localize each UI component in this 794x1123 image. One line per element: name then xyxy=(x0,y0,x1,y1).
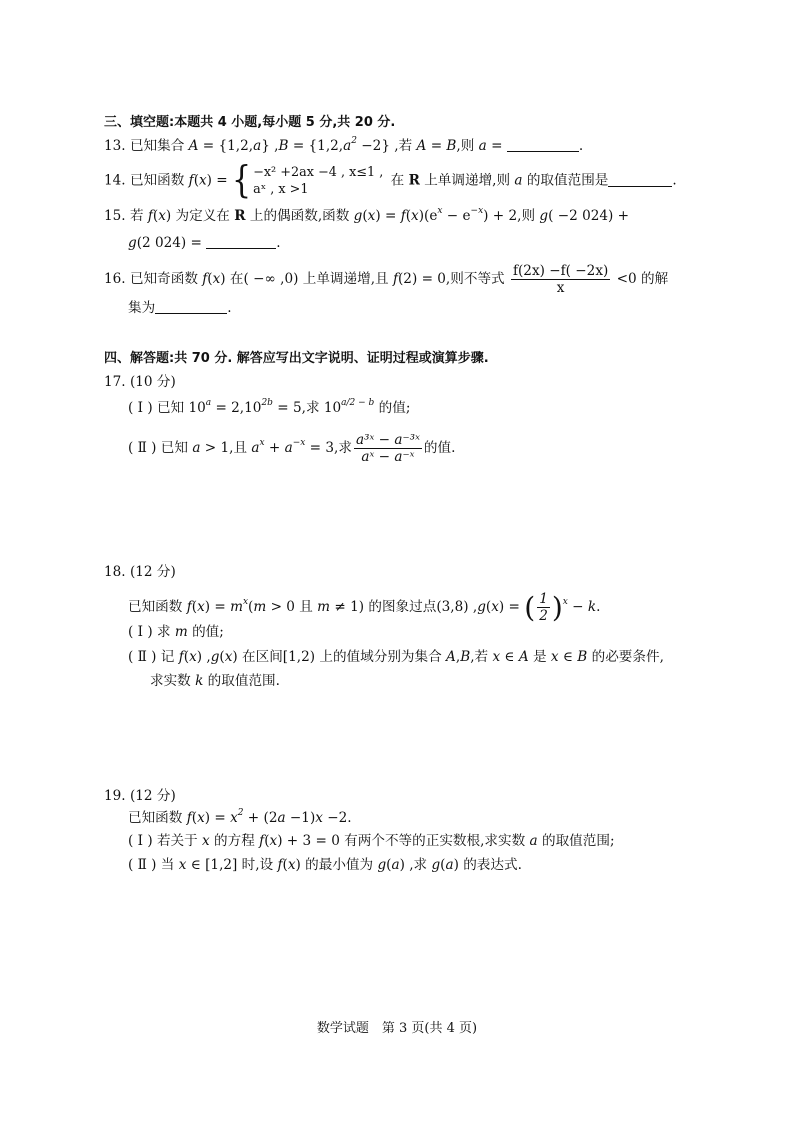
math-variable: a xyxy=(343,138,352,154)
text-run: ,若 xyxy=(470,649,493,665)
text-run: ) = xyxy=(498,599,525,615)
math-variable: A xyxy=(518,649,529,665)
answer-blank[interactable] xyxy=(155,301,227,314)
math-variable: f xyxy=(186,599,192,615)
text-run: ∈ xyxy=(500,649,519,665)
math-set-symbol: R xyxy=(408,172,420,189)
math-variable: a xyxy=(284,440,293,456)
math-variable: a xyxy=(391,857,400,873)
math-variable: g xyxy=(353,208,363,224)
text-run: . xyxy=(672,172,677,189)
math-variable: m xyxy=(317,599,331,615)
math-variable: x xyxy=(315,810,323,826)
text-run: ( Ⅱ ) 记 xyxy=(128,649,179,665)
superscript: x xyxy=(562,597,568,607)
text-run: = xyxy=(486,138,507,154)
math-variable: x xyxy=(189,649,197,665)
text-run: ) = xyxy=(206,172,233,189)
math-variable: x xyxy=(158,208,166,224)
text-run: <0 的解 xyxy=(612,271,669,287)
text-run: 14. 已知函数 xyxy=(104,172,189,189)
math-variable: m xyxy=(253,599,267,615)
question-19-stem xyxy=(128,809,352,827)
math-variable: A xyxy=(188,138,199,154)
text-run: ( xyxy=(219,649,225,665)
solve-section-heading: 四、解答题:共 70 分. 解答应写出文字说明、证明过程或演算步骤. xyxy=(104,351,489,366)
question-16-cont xyxy=(128,299,232,317)
text-run: 13. 已知集合 xyxy=(104,138,189,154)
text-run: ) 为定义在 xyxy=(165,208,235,224)
question-13 xyxy=(104,137,583,155)
math-variable: f xyxy=(178,649,184,665)
math-variable: x xyxy=(197,810,205,826)
question-16 xyxy=(104,263,668,296)
text-run: ) 在区间[1,2) 上的值域分别为集合 xyxy=(232,649,447,665)
answer-blank[interactable] xyxy=(206,236,276,249)
math-variable: a xyxy=(514,172,523,189)
math-variable: B xyxy=(460,649,471,665)
text-run: 的取值范围. xyxy=(203,673,280,689)
piecewise-brace: { xyxy=(232,158,252,203)
text-run: − xyxy=(567,599,588,615)
math-variable: x xyxy=(287,857,296,873)
text-run: = xyxy=(426,138,447,154)
math-variable: A xyxy=(416,138,427,154)
math-variable: f xyxy=(259,833,265,849)
text-run: = {1,2, xyxy=(198,138,254,154)
text-run: 的值; xyxy=(187,624,224,640)
math-variable: k xyxy=(587,599,597,615)
answer-blank[interactable] xyxy=(507,139,579,152)
math-variable: B xyxy=(577,649,588,665)
piecewise-cases xyxy=(253,164,383,198)
text-run: ∈ [1,2] 时,设 xyxy=(186,857,278,873)
text-run: ) , xyxy=(196,649,211,665)
text-run: = 3,求 xyxy=(305,440,352,456)
question-19-part2 xyxy=(128,856,522,874)
text-run: 15. 若 xyxy=(104,208,148,224)
superscript: 2 xyxy=(351,136,357,146)
superscript: 2b xyxy=(261,398,273,408)
text-run: 的必要条件, xyxy=(587,649,664,665)
text-run: 是 xyxy=(528,649,551,665)
math-variable: x xyxy=(550,649,559,665)
text-run: 16. 已知奇函数 xyxy=(104,271,203,287)
math-variable: g xyxy=(477,599,486,615)
superscript: a/2 − b xyxy=(341,398,375,408)
page-footer: 数学试题 第 3 页(共 4 页) xyxy=(316,1021,478,1036)
question-18 xyxy=(104,563,176,581)
text-run: . xyxy=(276,235,281,251)
math-variable: f xyxy=(188,172,194,189)
text-run: + (2 xyxy=(243,810,278,826)
math-variable: x xyxy=(224,649,233,665)
text-run: ) = xyxy=(375,208,401,224)
fraction-denominator: 2 xyxy=(539,608,548,624)
text-run: = 5,求 10 xyxy=(272,400,342,416)
math-variable: x xyxy=(491,599,499,615)
math-variable: m xyxy=(174,624,188,640)
math-variable: A xyxy=(446,649,456,665)
math-variable: f xyxy=(147,208,153,224)
fraction-numerator: 1 xyxy=(539,591,548,607)
math-variable: f xyxy=(186,810,192,826)
text-run: } , xyxy=(261,138,279,154)
superscript: x xyxy=(242,597,249,607)
question-18-stem xyxy=(128,591,600,624)
text-run: (2 024) = xyxy=(136,235,207,251)
text-run: 已知函数 xyxy=(128,599,187,615)
math-variable: x xyxy=(367,208,376,224)
text-run: ,则 xyxy=(456,138,479,154)
text-run: 已知函数 xyxy=(128,810,187,826)
fraction xyxy=(511,263,610,296)
question-14 xyxy=(104,158,677,203)
question-19 xyxy=(104,787,176,805)
math-variable: x xyxy=(197,599,205,615)
text-run: ( Ⅰ ) 求 xyxy=(128,624,175,640)
math-variable: a xyxy=(445,857,454,873)
text-run: . xyxy=(227,300,232,316)
text-run: −2. xyxy=(322,810,352,826)
text-run: − e xyxy=(442,208,471,224)
math-variable: f xyxy=(202,271,208,287)
text-run: 上的偶函数,函数 xyxy=(245,208,354,224)
text-run: ) = xyxy=(204,810,231,826)
text-run: ( xyxy=(207,271,213,287)
text-run: ( xyxy=(485,599,492,615)
text-run: ( Ⅰ ) 已知 10 xyxy=(128,400,206,416)
text-run: 18. (12 分) xyxy=(104,564,176,580)
math-variable: m xyxy=(230,599,243,615)
text-run: 求实数 xyxy=(150,673,196,689)
superscript: 2 xyxy=(237,808,244,818)
text-run: ( xyxy=(440,857,446,873)
text-run: −2} ,若 xyxy=(356,138,417,154)
text-run: ) 的最小值为 xyxy=(295,857,378,873)
text-run: 的取值范围是 xyxy=(522,172,609,189)
text-run: , xyxy=(455,649,461,665)
text-run: 17. (10 分) xyxy=(104,374,176,390)
math-variable: a xyxy=(277,810,286,826)
text-run: ( xyxy=(386,857,392,873)
question-17-part2 xyxy=(128,432,455,465)
math-variable: a xyxy=(251,440,260,456)
text-run: −1) xyxy=(285,810,316,826)
text-run: ( xyxy=(264,833,270,849)
math-variable: a xyxy=(192,440,201,456)
math-variable: g xyxy=(377,857,387,873)
math-variable: f xyxy=(277,857,283,873)
piecewise-case: aˣ , x >1 xyxy=(253,182,309,197)
math-variable: k xyxy=(195,673,204,689)
text-run: ( −2 024) + xyxy=(548,208,630,224)
text-run: ( xyxy=(193,172,199,189)
math-variable: x xyxy=(202,833,210,849)
fraction-numerator: a³ˣ − a⁻³ˣ xyxy=(355,432,420,448)
text-run: + xyxy=(264,440,285,456)
math-variable: x xyxy=(178,857,187,873)
text-run: ( xyxy=(152,208,159,224)
text-run: ∈ xyxy=(558,649,578,665)
text-run: ( xyxy=(191,599,198,615)
text-run: ( xyxy=(282,857,288,873)
text-run: ) + 2,则 xyxy=(483,208,540,224)
text-run: ( Ⅱ ) 当 xyxy=(128,857,179,873)
superscript: −x xyxy=(470,206,484,216)
text-run: ) = xyxy=(204,599,231,615)
math-variable: a xyxy=(478,138,487,154)
text-run: 19. (12 分) xyxy=(104,788,176,804)
math-variable: g xyxy=(431,857,441,873)
math-variable: x xyxy=(212,271,221,287)
question-15 xyxy=(104,207,629,225)
text-run: ( Ⅱ ) 已知 xyxy=(128,440,193,456)
text-run: = 2,10 xyxy=(211,400,262,416)
text-run: ( xyxy=(183,649,190,665)
question-18-part1 xyxy=(128,623,224,641)
superscript: x xyxy=(437,206,443,216)
math-variable: B xyxy=(446,138,457,154)
math-variable: a xyxy=(529,833,538,849)
fill-in-section-heading: 三、填空题:本题共 4 小题,每小题 5 分,共 20 分. xyxy=(104,115,396,130)
math-variable: x xyxy=(199,172,207,189)
text-run: ( xyxy=(405,208,412,224)
math-variable: x xyxy=(230,810,238,826)
text-run: )(e xyxy=(418,208,438,224)
text-run: 的值. xyxy=(423,440,456,456)
math-variable: x xyxy=(411,208,419,224)
text-run: 的取值范围; xyxy=(537,833,615,849)
text-run: ( xyxy=(248,599,254,615)
fraction xyxy=(537,591,550,624)
math-variable: g xyxy=(210,649,220,665)
big-parenthesis: ) xyxy=(551,590,563,624)
math-variable: B xyxy=(278,138,289,154)
question-17 xyxy=(104,373,176,391)
text-run: ≠ 1) 的图象过点(3,8) , xyxy=(330,599,478,615)
math-variable: f xyxy=(400,208,406,224)
text-run: = {1,2, xyxy=(288,138,344,154)
math-variable: g xyxy=(539,208,549,224)
text-run: ( xyxy=(191,810,198,826)
text-run: > 1,且 xyxy=(200,440,252,456)
superscript: −x xyxy=(292,438,306,448)
math-variable: a xyxy=(253,138,262,154)
text-run: 在 xyxy=(386,172,409,189)
text-run: 的值; xyxy=(374,400,411,416)
text-run: . xyxy=(596,599,601,615)
text-run: ( xyxy=(362,208,368,224)
text-run: (2) = 0,则不等式 xyxy=(398,271,509,287)
question-18-part2 xyxy=(128,648,664,666)
fraction xyxy=(354,432,422,465)
text-run: > 0 且 xyxy=(266,599,318,615)
math-variable: g xyxy=(128,235,137,251)
question-18-part2-cont xyxy=(150,672,280,690)
text-run: . xyxy=(578,138,584,154)
question-15-cont xyxy=(128,234,281,252)
text-run: 的方程 xyxy=(209,833,260,849)
fraction-denominator: aˣ − a⁻ˣ xyxy=(361,449,415,465)
fraction-denominator: x xyxy=(556,280,565,296)
text-run: ) 在( −∞ ,0) 上单调递增,且 xyxy=(220,271,393,287)
question-17-part1 xyxy=(128,399,410,417)
text-run: ) 的表达式. xyxy=(453,857,522,873)
big-parenthesis: ( xyxy=(524,590,536,624)
text-run: 集为 xyxy=(128,300,156,316)
math-variable: x xyxy=(492,649,501,665)
math-set-symbol: R xyxy=(234,208,246,224)
math-variable: x xyxy=(269,833,278,849)
answer-blank[interactable] xyxy=(608,174,672,187)
piecewise-case: −x² +2ax −4 , x≤1 , xyxy=(253,165,384,180)
text-run: ( Ⅰ ) 若关于 xyxy=(128,833,203,849)
text-run: ) + 3 = 0 有两个不等的正实数根,求实数 xyxy=(277,833,530,849)
text-run: 上单调递增,则 xyxy=(419,172,515,189)
fraction-numerator: f(2x) −f( −2x) xyxy=(512,263,609,279)
superscript: a xyxy=(205,398,212,408)
question-19-part1 xyxy=(128,832,615,850)
math-variable: f xyxy=(392,271,398,287)
text-run: ) ,求 xyxy=(399,857,432,873)
superscript: x xyxy=(259,438,265,448)
